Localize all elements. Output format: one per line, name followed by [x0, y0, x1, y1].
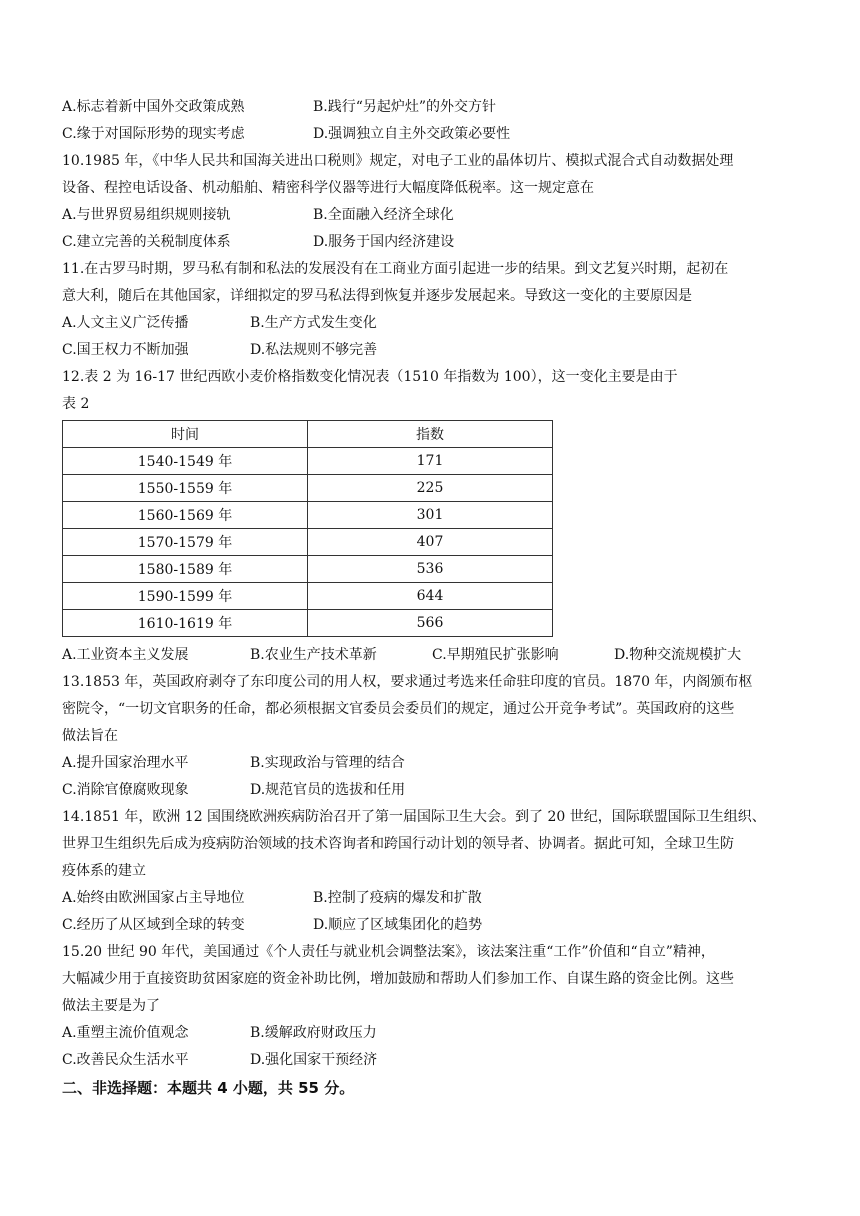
q11-option-b: B.生产方式发生变化 — [250, 315, 377, 331]
table-cell-index: 644 — [308, 583, 553, 610]
table-header-row — [63, 421, 553, 448]
table-cell-index: 225 — [308, 475, 553, 502]
q14-stem-line1: 14.1851 年，欧洲 12 国围绕欧洲疾病防治召开了第一届国际卫生大会。到了 20 世纪，国际联盟国际卫生组织、 — [62, 809, 766, 825]
table-cell-period: 1580-1589 年 — [63, 556, 308, 583]
q15-stem-line2: 大幅减少用于直接资助贫困家庭的资金补助比例，增加鼓励和帮助人们参加工作、自谋生路的资金比例。这些 — [62, 971, 734, 987]
q12-option-d: D.物种交流规模扩大 — [614, 647, 742, 663]
table-cell-period: 1550-1559 年 — [63, 475, 308, 502]
table-cell-period: 1610-1619 年 — [63, 610, 308, 637]
q15-option-c: C.改善民众生活水平 — [62, 1052, 189, 1068]
section-heading: 二、非选择题：本题共 4 小题，共 55 分。 — [62, 1079, 355, 1097]
q10-option-d: D.服务于国内经济建设 — [313, 234, 455, 250]
q10-stem-line1: 10.1985 年，《中华人民共和国海关进出口税则》规定，对电子工业的晶体切片、模拟式混合式自动数据处理 — [62, 153, 734, 169]
q15-option-b: B.缓解政府财政压力 — [250, 1025, 377, 1041]
table-cell-period: 1540-1549 年 — [63, 448, 308, 475]
q11-stem-line1: 11.在古罗马时期，罗马私有制和私法的发展没有在工商业方面引起进一步的结果。到文艺复兴时期，起初在 — [62, 261, 729, 277]
q9-option-b: B.践行“另起炉灶”的外交方针 — [313, 99, 497, 115]
q10-option-a: A.与世界贸易组织规则接轨 — [62, 207, 231, 223]
table-cell-period: 1590-1599 年 — [63, 583, 308, 610]
table-cell-period: 1570-1579 年 — [63, 529, 308, 556]
q11-stem-line2: 意大利，随后在其他国家，详细拟定的罗马私法得到恢复并逐步发展起来。导致这一变化的主要原因是 — [62, 288, 692, 304]
q13-stem-line3: 做法旨在 — [62, 728, 118, 744]
q13-option-c: C.消除官僚腐败现象 — [62, 782, 189, 798]
q12-option-c: C.早期殖民扩张影响 — [432, 647, 559, 663]
q11-option-d: D.私法规则不够完善 — [250, 342, 378, 358]
table-cell-period: 1560-1569 年 — [63, 502, 308, 529]
q9-option-c: C.缘于对国际形势的现实考虑 — [62, 126, 245, 142]
q13-option-a: A.提升国家治理水平 — [62, 755, 189, 771]
table-header-index: 指数 — [308, 421, 553, 448]
q15-stem-line3: 做法主要是为了 — [62, 998, 160, 1014]
q13-option-b: B.实现政治与管理的结合 — [250, 755, 405, 771]
q15-stem-line1: 15.20 世纪 90 年代，美国通过《个人责任与就业机会调整法案》，该法案注重“工作”价值和“自立”精神， — [62, 944, 715, 960]
q12-option-a: A.工业资本主义发展 — [62, 647, 189, 663]
q13-stem-line2: 密院令，“一切文官职务的任命，都必须根据文官委员会委员们的规定，通过公开竞争考试”。英国政府的这些 — [62, 701, 735, 717]
q15-option-d: D.强化国家干预经济 — [250, 1052, 378, 1068]
table-row — [63, 502, 553, 529]
q14-option-a: A.始终由欧洲国家占主导地位 — [62, 890, 245, 906]
q11-option-c: C.国王权力不断加强 — [62, 342, 189, 358]
table-cell-index: 171 — [308, 448, 553, 475]
q14-stem-line3: 疫体系的建立 — [62, 863, 146, 879]
table-row — [63, 583, 553, 610]
table-row — [63, 556, 553, 583]
q13-stem-line1: 13.1853 年，英国政府剥夺了东印度公司的用人权，要求通过考选来任命驻印度的官员。1870 年，内阁颁布枢 — [62, 674, 753, 690]
q14-option-c: C.经历了从区域到全球的转变 — [62, 917, 245, 933]
q11-option-a: A.人文主义广泛传播 — [62, 315, 189, 331]
q10-stem-line2: 设备、程控电话设备、机动船舶、精密科学仪器等进行大幅度降低税率。这一规定意在 — [62, 180, 594, 196]
table-row — [63, 475, 553, 502]
table-row — [63, 529, 553, 556]
q15-option-a: A.重塑主流价值观念 — [62, 1025, 189, 1041]
q14-option-d: D.顺应了区域集团化的趋势 — [313, 917, 483, 933]
q14-option-b: B.控制了疫病的爆发和扩散 — [313, 890, 482, 906]
table-cell-index: 301 — [308, 502, 553, 529]
q9-option-a: A.标志着新中国外交政策成熟 — [62, 99, 245, 115]
table-header-time: 时间 — [63, 421, 308, 448]
table-row — [63, 448, 553, 475]
table-cell-index: 407 — [308, 529, 553, 556]
table-row — [63, 610, 553, 637]
price-index-table — [62, 420, 553, 637]
q12-option-b: B.农业生产技术革新 — [250, 647, 377, 663]
q10-option-b: B.全面融入经济全球化 — [313, 207, 454, 223]
table-cell-index: 536 — [308, 556, 553, 583]
table-caption: 表 2 — [62, 396, 90, 412]
q13-option-d: D.规范官员的选拔和任用 — [250, 782, 406, 798]
q12-stem-line1: 12.表 2 为 16-17 世纪西欧小麦价格指数变化情况表（1510 年指数为 100），这一变化主要是由于 — [62, 369, 678, 385]
table-cell-index: 566 — [308, 610, 553, 637]
q10-option-c: C.建立完善的关税制度体系 — [62, 234, 231, 250]
q9-option-d: D.强调独立自主外交政策必要性 — [313, 126, 511, 142]
q14-stem-line2: 世界卫生组织先后成为疫病防治领域的技术咨询者和跨国行动计划的领导者、协调者。据此可知，全球卫生防 — [62, 836, 734, 852]
